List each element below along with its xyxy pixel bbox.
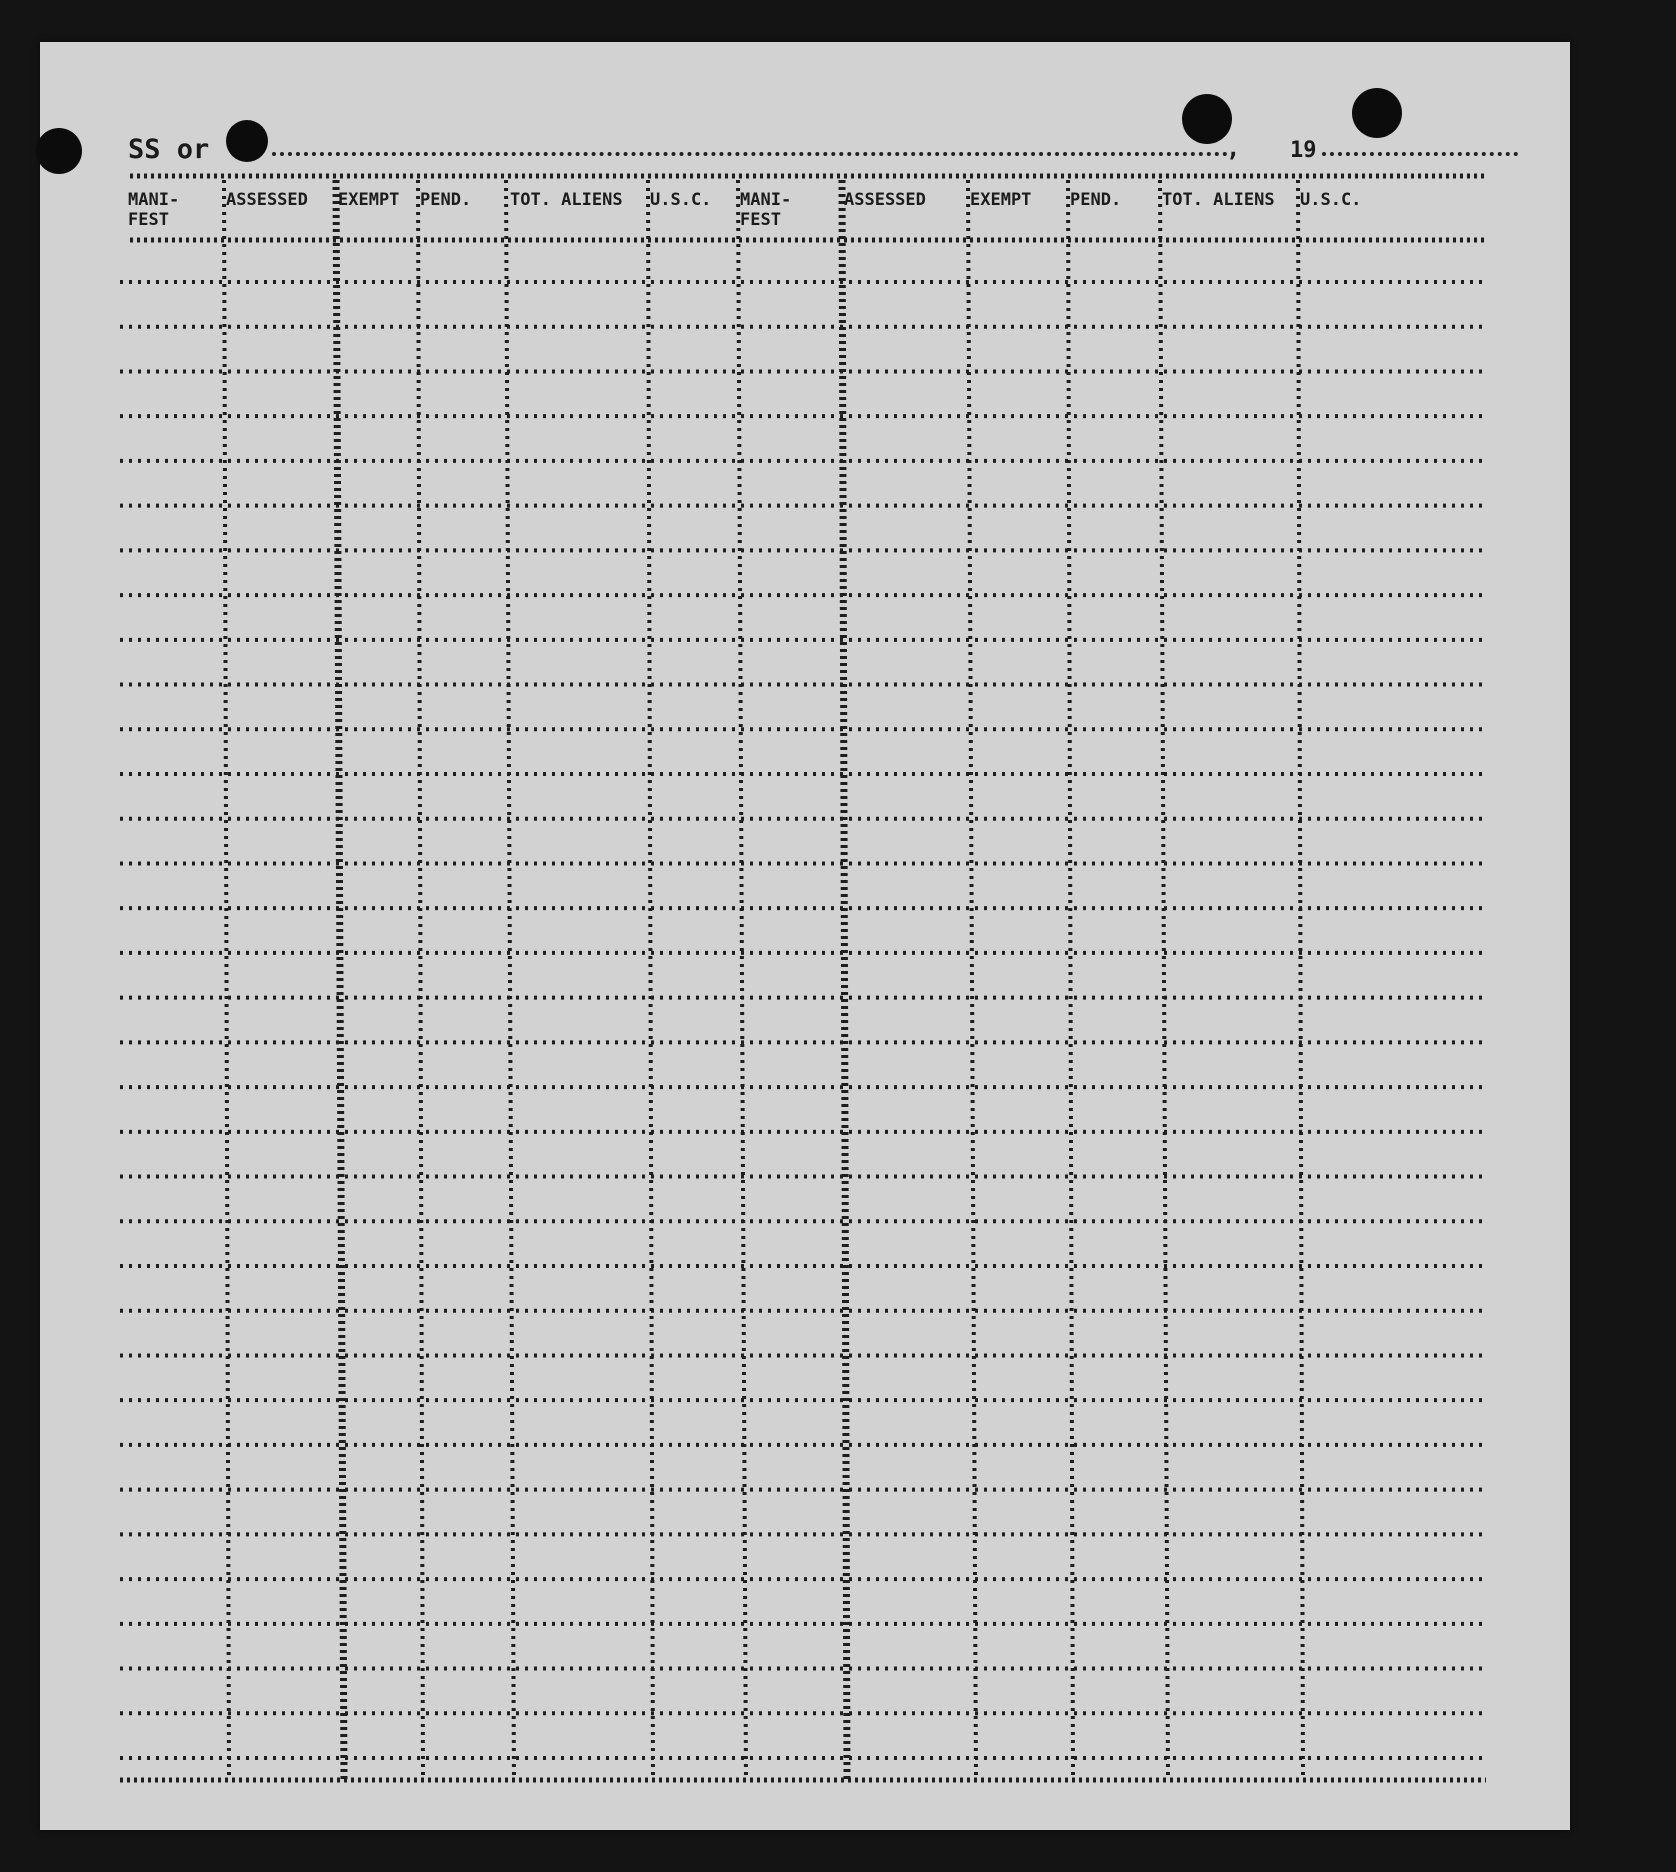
column-header-label: U.S.C. bbox=[1300, 190, 1362, 210]
year-prefix: 19 bbox=[1290, 138, 1317, 163]
column-header-label: ASSESSED bbox=[226, 190, 308, 210]
form-grid bbox=[40, 42, 1570, 1830]
column-header-label: U.S.C. bbox=[650, 190, 712, 210]
column-header-label: MANI- FEST bbox=[128, 190, 180, 230]
column-divider bbox=[1160, 180, 1168, 1780]
column-divider bbox=[418, 180, 423, 1780]
column-divider bbox=[842, 180, 847, 1780]
column-divider bbox=[968, 180, 976, 1780]
date-separator: , bbox=[1226, 134, 1241, 162]
column-divider bbox=[336, 180, 344, 1780]
column-header-label: TOT. ALIENS bbox=[510, 190, 623, 210]
column-divider bbox=[1068, 180, 1073, 1780]
column-divider bbox=[1298, 180, 1303, 1780]
column-header-label: EXEMPT bbox=[338, 190, 400, 210]
column-header-label: MANI- FEST bbox=[740, 190, 792, 230]
column-header-label: ASSESSED bbox=[844, 190, 926, 210]
column-header-label: EXEMPT bbox=[970, 190, 1032, 210]
column-header-label: PEND. bbox=[1070, 190, 1122, 210]
column-divider bbox=[738, 180, 746, 1780]
column-divider bbox=[648, 180, 653, 1780]
column-header-label: TOT. ALIENS bbox=[1162, 190, 1275, 210]
ship-label: SS or bbox=[128, 134, 210, 165]
column-divider bbox=[506, 180, 514, 1780]
scanned-form-page bbox=[40, 42, 1570, 1830]
column-header-label: PEND. bbox=[420, 190, 472, 210]
column-divider bbox=[224, 180, 229, 1780]
